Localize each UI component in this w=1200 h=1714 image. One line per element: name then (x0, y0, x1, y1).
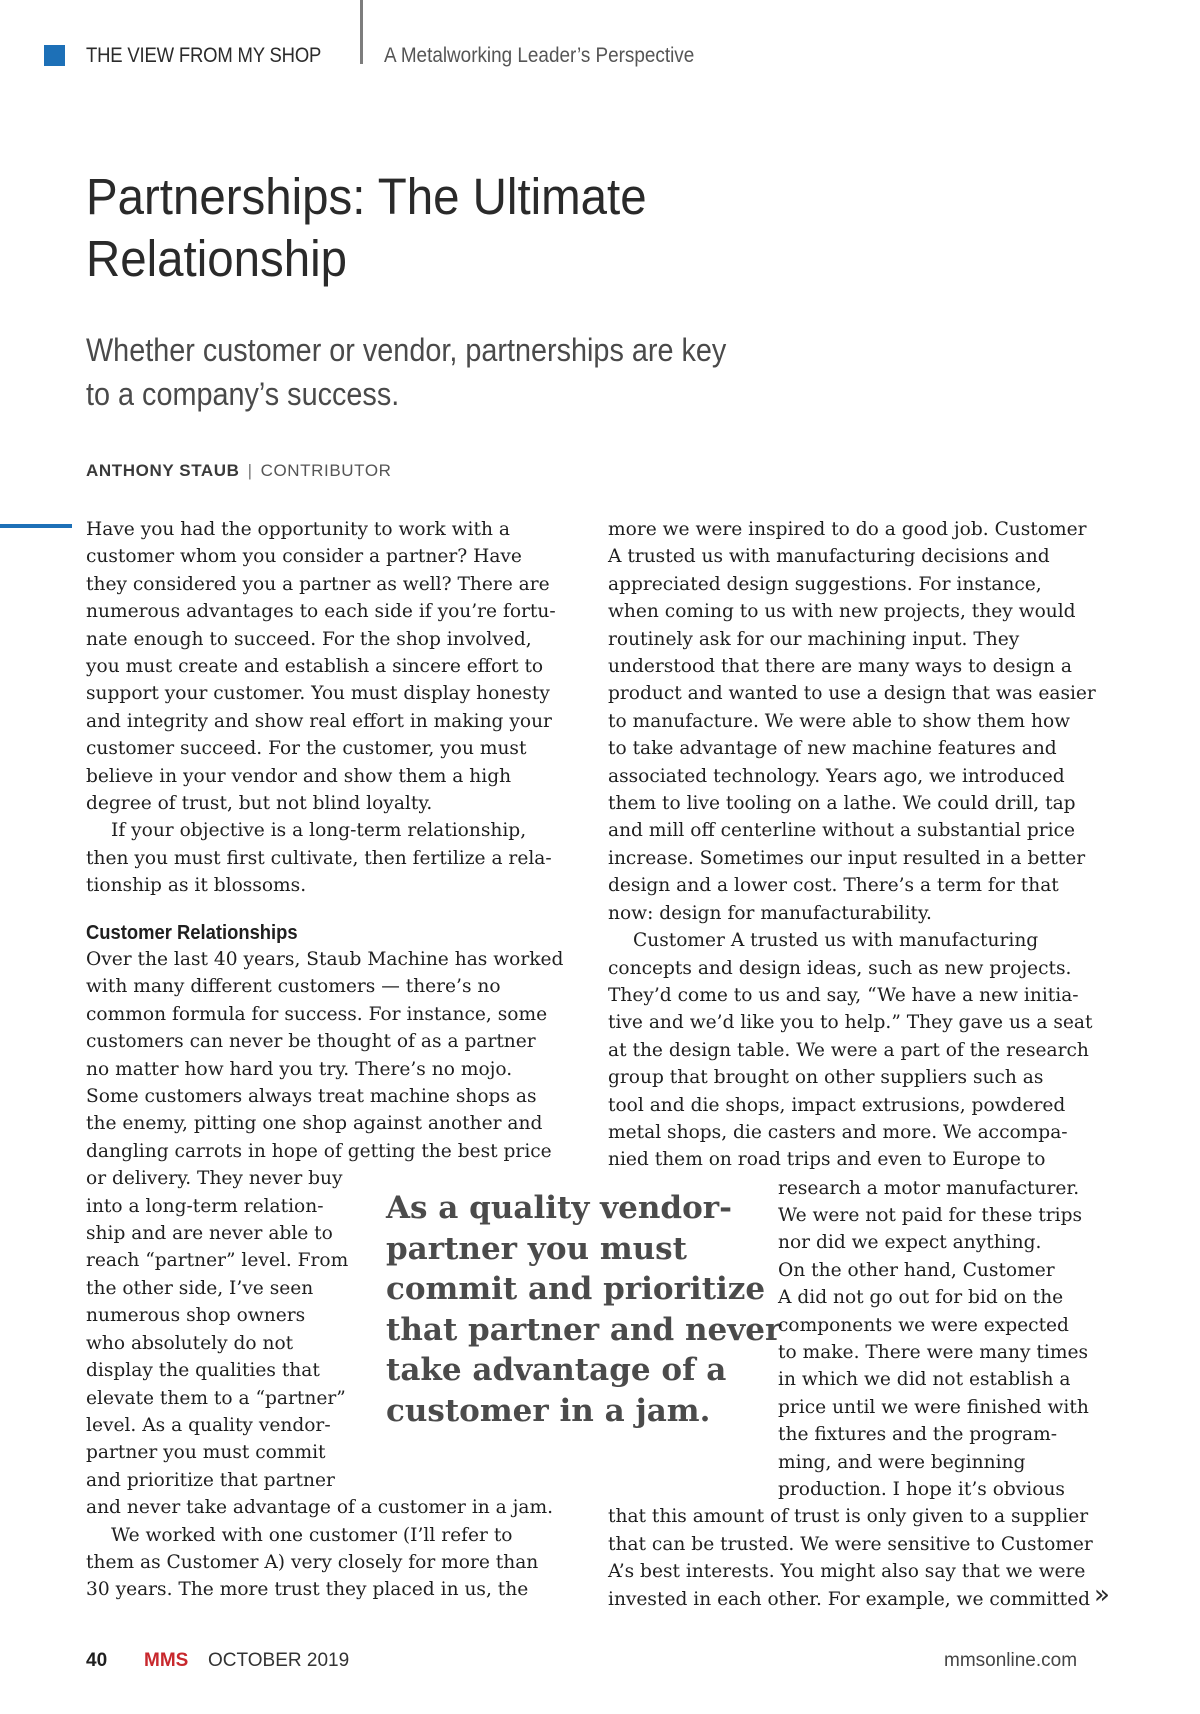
text-line: research a motor manufacturer. (778, 1177, 1080, 1199)
text-line: A trusted us with manufacturing decisions and (608, 546, 1050, 568)
text-line: We worked with one customer (I’ll refer to (111, 1524, 513, 1546)
text-line: understood that there are many ways to design a (608, 656, 1072, 678)
text-line: ship and are never able to (86, 1223, 333, 1245)
text-line: customer whom you consider a partner? Have (86, 546, 522, 568)
pull-quote-line: that partner and never (386, 1311, 782, 1348)
text-line: metal shops, die casters and more. We accompa- (608, 1121, 1068, 1143)
text-line: level. As a quality vendor- (86, 1414, 331, 1436)
text-line: production. I hope it’s obvious (778, 1479, 1065, 1501)
text-line: now: design for manufacturability. (608, 902, 932, 924)
text-line: If your objective is a long-term relationship, (111, 820, 527, 842)
text-line: Customer A trusted us with manufacturing (633, 930, 1039, 952)
text-line: the enemy, pitting one shop against another and (86, 1113, 543, 1135)
title-line: Partnerships: The Ultimate (86, 168, 647, 225)
text-line: at the design table. We were a part of the research (608, 1039, 1089, 1061)
lead-rule (0, 524, 72, 528)
text-line: no matter how hard you try. There’s no mojo. (86, 1058, 513, 1080)
byline (86, 460, 392, 482)
text-line: We were not paid for these trips (778, 1205, 1083, 1226)
pull-quote-line: As a quality vendor- (386, 1190, 732, 1226)
text-line: and prioritize that partner (86, 1469, 335, 1491)
text-line: invested in each other. For example, we committed (608, 1588, 1091, 1610)
text-line: routinely ask for our machining input. They (608, 628, 1020, 650)
text-line: components we were expected (778, 1314, 1069, 1336)
subtitle-line: to a company’s success. (86, 376, 400, 412)
text-line: they considered you a partner as well? There are (86, 573, 550, 595)
text-line: partner you must commit (86, 1442, 326, 1464)
text-line: elevate them to a “partner” (86, 1387, 346, 1409)
pull-quote (386, 1188, 782, 1432)
pull-quote-line: customer in a jam. (386, 1392, 711, 1429)
subtitle-line: Whether customer or vendor, partnerships are key (86, 332, 727, 368)
article-subtitle (86, 328, 860, 416)
text-line: tool and die shops, impact extrusions, powdered (608, 1094, 1066, 1116)
text-line: numerous shop owners (86, 1305, 306, 1327)
text-line: into a long-term relation- (86, 1195, 324, 1217)
text-line: dangling carrots in hope of getting the best price (86, 1140, 552, 1162)
text-line: support your customer. You must display honesty (86, 683, 550, 705)
pull-quote-line: commit and prioritize (386, 1271, 766, 1308)
text-line: design and a lower cost. There’s a term for that (608, 875, 1059, 897)
text-line: On the other hand, Customer (778, 1259, 1055, 1281)
section-tagline: A Metalworking Leader’s Perspective (384, 44, 695, 67)
text-line: that can be trusted. We were sensitive to Customer (608, 1533, 1093, 1555)
issue-date: OCTOBER 2019 (208, 1650, 350, 1671)
text-line: reach “partner” level. From (86, 1250, 349, 1272)
text-line: A did not go out for bid on the (778, 1287, 1064, 1309)
text-line: who absolutely do not (86, 1332, 294, 1354)
text-line: numerous advantages to each side if you’re fortu- (86, 601, 556, 623)
text-line: and integrity and show real effort in making your (86, 710, 552, 732)
article-title (86, 166, 923, 290)
text-line: and mill off centerline without a substantial price (608, 820, 1075, 842)
text-line: They’d come to us and say, “We have a new initia- (608, 984, 1079, 1006)
text-line: Over the last 40 years, Staub Machine has worked (86, 949, 564, 970)
text-line: A’s best interests. You might also say that we were (608, 1561, 1086, 1583)
col2-bottom (608, 1503, 1108, 1613)
text-line: group that brought on other suppliers such as (608, 1067, 1044, 1089)
text-line: believe in your vendor and show them a high (86, 765, 512, 787)
text-line: and never take advantage of a customer in a jam. (86, 1497, 554, 1519)
text-line: customers can never be thought of as a partner (86, 1031, 536, 1053)
text-line: degree of trust, but not blind loyalty. (86, 793, 433, 815)
text-line: you must create and establish a sincere effort to (86, 656, 544, 678)
text-line: nor did we expect anything. (778, 1232, 1042, 1254)
text-line: to manufacture. We were able to show them how (608, 710, 1071, 732)
text-line: tive and we’d like you to help.” They gave us a seat (608, 1012, 1093, 1034)
text-line: the fixtures and the program- (778, 1424, 1058, 1446)
col2-top (608, 516, 1108, 1174)
text-line: nate enough to succeed. For the shop involved, (86, 628, 532, 650)
text-line: display the qualities that (86, 1360, 320, 1382)
author-role: CONTRIBUTOR (260, 461, 392, 480)
section-marker (44, 45, 65, 66)
pull-quote-line: take advantage of a (386, 1352, 727, 1389)
text-line: Some customers always treat machine shops as (86, 1086, 537, 1108)
text-line: 30 years. The more trust they placed in us, the (86, 1579, 529, 1601)
text-line: then you must first cultivate, then fertilize a rela- (86, 847, 552, 869)
section-name: THE VIEW FROM MY SHOP (86, 44, 322, 67)
text-line: nied them on road trips and even to Europe to (608, 1149, 1046, 1171)
text-line: price until we were finished with (778, 1396, 1089, 1418)
text-line: or delivery. They never buy (86, 1168, 343, 1190)
text-line: that this amount of trust is only given to a supplier (608, 1506, 1089, 1528)
text-line: increase. Sometimes our input resulted in a better (608, 847, 1086, 869)
text-line: more we were inspired to do a good job. Customer (608, 519, 1087, 540)
paragraph (86, 516, 586, 817)
text-line: to take advantage of new machine features and (608, 738, 1057, 760)
text-line: when coming to us with new projects, they would (608, 601, 1076, 623)
text-line: appreciated design suggestions. For instance, (608, 573, 1042, 595)
byline-separator: | (247, 461, 253, 480)
text-line: common formula for success. For instance, some (86, 1003, 548, 1025)
text-line: them as Customer A) very closely for more than (86, 1551, 539, 1573)
pull-quote-line: partner you must (386, 1230, 687, 1267)
text-line: the other side, I’ve seen (86, 1277, 314, 1299)
paragraph (86, 817, 586, 899)
continue-arrow-icon: » (1094, 1580, 1110, 1610)
text-line: in which we did not establish a (778, 1369, 1071, 1391)
title-line: Relationship (86, 230, 348, 287)
magazine-brand: MMS (144, 1650, 189, 1671)
col1-intro (86, 516, 586, 900)
page-number: 40 (86, 1650, 108, 1671)
text-line: them to live tooling on a lathe. We could drill, tap (608, 793, 1076, 815)
header-divider (360, 0, 363, 64)
text-line: associated technology. Years ago, we introduced (608, 765, 1065, 787)
text-line: product and wanted to use a design that was easier (608, 683, 1096, 705)
author-name: ANTHONY STAUB (86, 461, 240, 480)
text-line: tionship as it blossoms. (86, 875, 307, 897)
col2-narrow (778, 1175, 1108, 1504)
section-subhead: Customer Relationships (86, 922, 298, 944)
text-line: Have you had the opportunity to work with a (86, 519, 510, 540)
text-line: ming, and were beginning (778, 1451, 1026, 1473)
text-line: concepts and design ideas, such as new projects. (608, 957, 1072, 979)
website-url: mmsonline.com (944, 1650, 1078, 1671)
text-line: with many different customers — there’s no (86, 976, 501, 998)
text-line: to make. There were many times (778, 1342, 1088, 1364)
text-line: customer succeed. For the customer, you must (86, 738, 527, 760)
